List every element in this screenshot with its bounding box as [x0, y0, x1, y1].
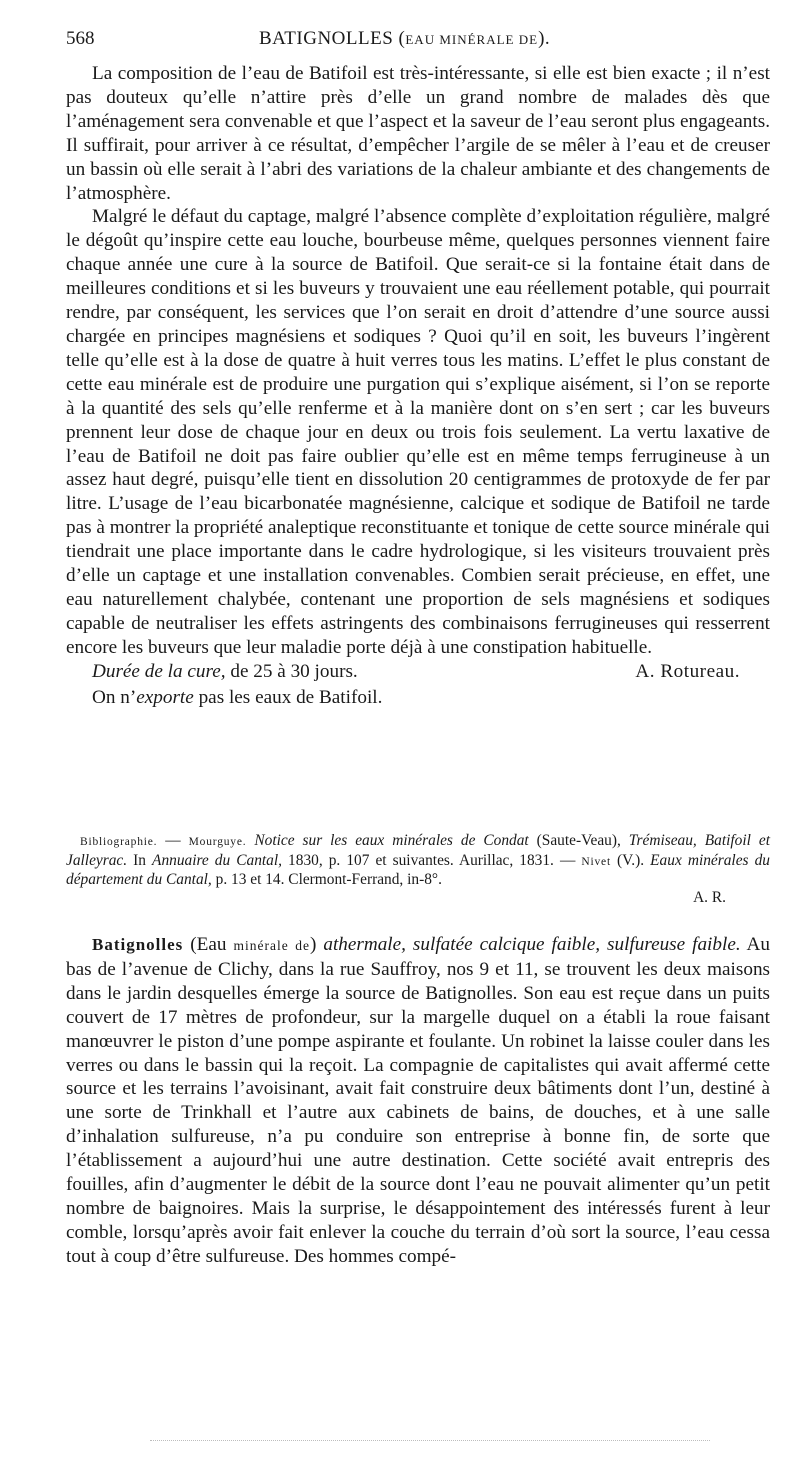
footer-rule: [150, 1440, 710, 1441]
page-number: 568: [66, 28, 95, 49]
bibliography-work-1: Notice sur les eaux minérales de Condat: [246, 832, 529, 849]
bibliography-dash: —: [157, 832, 189, 849]
running-head: [66, 28, 772, 54]
duree-text: [66, 660, 358, 684]
batignolles-section: [66, 933, 770, 1269]
entry-qualifiers: athermale, sulfatée calcique faible, sulfureuse faible.: [323, 934, 741, 955]
entry-open: (Eau: [183, 934, 234, 955]
paragraph-cure: Malgré le défaut du captage, malgré l’absence complète d’exploitation régulière, malgré le dégoût qu’inspire cette eau louche, bourbeuse même, quelques personnes viennent faire chaque année une cure à la source de Batifoil. Que serait-ce si la fontaine était dans de meilleures conditions et si les buveurs y trouvaient une eau réellement potable, qui pourrait rendre, par conséquent, les services que l’on serait en droit d’attendre d’une source aussi chargée en principes magnésiens et sodiques ? Quoi qu’il en soit, les buveurs l’ingèrent telle qu’elle est à la dose de quatre à huit verres tous les matins. L’effet le plus constant de cette eau minérale est de produire une purgation qui s’explique aisément, si l’on se reporte à la quantité des sels qu’elle renferme et à la manière dont on s’en sert ; car les buveurs prennent leur dose de chaque jour en deux ou trois fois seulement. La vertu laxative de l’eau de Batifoil ne doit pas faire oublier qu’elle est en même temps ferrugineuse à un assez haut degré, puisqu’elle tient en dissolution 20 centigrammes de protoxyde de fer par litre. L’usage de l’eau bicarbonatée magnésienne, calcique et sodique de Batifoil ne tarde pas à montrer la propriété analeptique reconstituante et tonique de cette source minérale qui tiendrait une place importante dans le cadre hydrologique, si les visiteurs trouvaient près d’elle un captage et une installation convenables. Combien serait précieuse, en effet, une eau naturellement chalybée, contenant une proportion de sels magnésiens et sodiques capable de neutraliser les effets astringents des combinaisons ferrugineuses qui resserrent encore les buveurs que leur maladie porte déjà à une constipation habituelle.: [66, 206, 770, 658]
bibliography-text-2: In: [127, 851, 153, 869]
paragraph-composition: La composition de l’eau de Batifoil est très-intéressante, si elle est bien exacte ; il n’est pas douteux qu’elle n’attire près d’elle un grand nombre de malades dès que l’aménagement sera convenable et que l’aspect et la saveur de l’eau seront plus engageants. Il suffirait, pour arriver à ce résultat, d’empêcher l’argile de se mêler à l’eau et de creuser un bassin où elle serait à l’abri des variations de la chaleur ambiante et des changements de l’atmosphère.: [66, 63, 770, 204]
bibliography-text-3: 1830, p. 107 et suivantes. Aurillac, 1831. —: [282, 851, 582, 869]
entry-heading: Batignolles: [92, 935, 184, 954]
duree-line: [66, 660, 770, 684]
export-text-2: pas les eaux de Batifoil.: [193, 686, 383, 708]
bibliography-work-1c: Annuaire du Cantal,: [152, 851, 282, 869]
bibliography-text-4: (V.).: [610, 851, 651, 869]
bibliography-text-5: p. 13 et 14. Clermont-Ferrand, in-8°.: [211, 871, 442, 889]
export-italic: exporte: [136, 686, 194, 708]
bibliography-work-2: Eaux minérales du département du Cantal,: [66, 851, 770, 889]
running-title-small-caps: EAU MINÉRALE DE: [405, 32, 539, 47]
duree-value: de 25 à 30 jours.: [225, 660, 358, 682]
export-line: [66, 686, 770, 710]
entry-close: ): [309, 934, 324, 955]
running-title-main: BATIGNOLLES (: [259, 28, 406, 49]
bibliography-text-1: (Saute-Veau),: [528, 832, 629, 849]
bibliography-signature: A. R.: [693, 888, 726, 906]
bibliography-text: [66, 832, 770, 889]
bibliography-author-2: Nivet: [581, 855, 611, 868]
batifoil-section: [66, 62, 770, 709]
running-title-close: ).: [538, 28, 551, 49]
bibliography-author-1: Mourguye.: [188, 836, 247, 848]
paragraph-batignolles: [66, 933, 770, 1269]
bibliography: [66, 832, 770, 906]
bibliography-work-1b: Trémiseau, Batifoil et Jalleyrac.: [66, 832, 770, 869]
running-title: [259, 28, 550, 50]
bibliography-label: Bibliographie.: [80, 836, 158, 848]
entry-text: Au bas de l’avenue de Clichy, dans la rue Sauffroy, nos 9 et 11, se trouvent les deux maisons dans le jardin desquelles émerge la source de Batignolles. Son eau est reçue dans un puits couvert de 17 mètres de profondeur, sur la margelle duquel on a établi la roue faisant manœuvrer le piston d’une pompe aspirante et foulante. Un robinet la laisse couler dans les verres ou dans le bassin qui la reçoit. La compagnie de capitalistes qui avait affermé cette source et les terrains l’avoisinant, avait fait construire deux bâtiments dont l’un, destiné à une sorte de Trinkhall et l’autre aux cabinets de bains, de douches, et à une salle d’inhalation sulfureuse, n’a pu conduire son entreprise à bonne fin, de sorte que l’établissement a aujourd’hui une autre destination. Cette société avait entrepris des fouilles, afin d’augmenter le débit de la source dont l’eau ne pouvait alimenter qu’un petit nombre de baignoires. Mais la surprise, le désappointement des intéressés furent à leur comble, lorsqu’après avoir fait enlever la couche du terrain d’où sort la source, l’eau cessa tout à coup d’être sulfureuse. Des hommes compé-: [66, 934, 771, 1267]
entry-small-caps: minérale de: [233, 938, 310, 953]
duree-italic: Durée de la cure,: [92, 660, 226, 682]
export-text-1: On n’: [92, 686, 137, 708]
author-signature: A. Rotureau.: [635, 660, 740, 682]
